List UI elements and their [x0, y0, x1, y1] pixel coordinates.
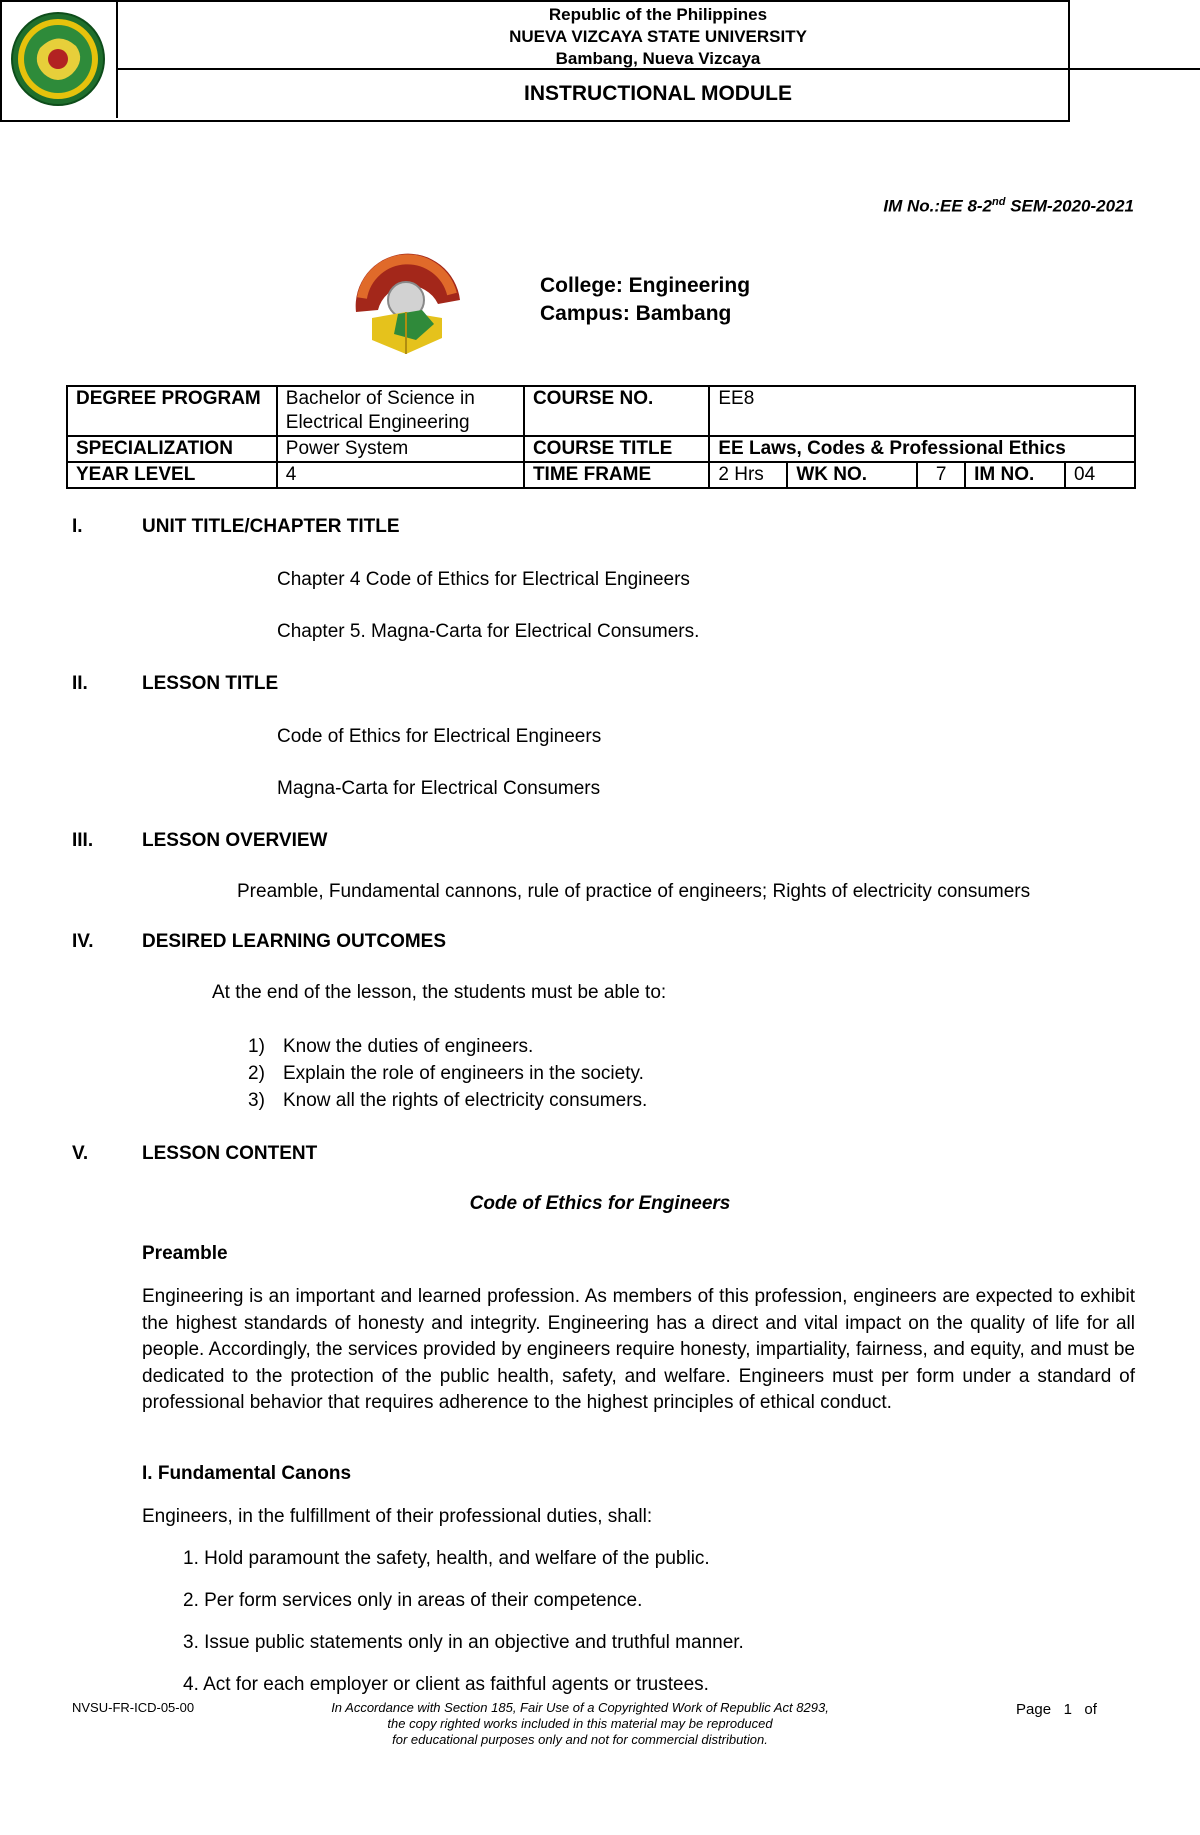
section-4-number: IV.	[72, 931, 94, 952]
course-title-value: EE Laws, Codes & Professional Ethics	[709, 436, 1135, 462]
university-logo-cell	[0, 0, 118, 118]
im-no-label: IM NO.	[965, 462, 1065, 488]
year-level-value: 4	[277, 462, 524, 488]
course-title-label: COURSE TITLE	[524, 436, 709, 462]
college-engineering-logo-icon	[342, 248, 474, 360]
outcome-text: Know the duties of engineers.	[283, 1036, 534, 1057]
university-header	[0, 0, 1070, 122]
wk-no-value: 7	[917, 462, 965, 488]
canon-item: 2. Per form services only in areas of their competence.	[183, 1590, 643, 1611]
time-frame-value: 2 Hrs	[709, 462, 787, 488]
course-info-table	[66, 385, 1136, 489]
notice-line-2: the copy righted works included in this material may be reproduced	[387, 1716, 773, 1731]
degree-label: DEGREE PROGRAM	[67, 386, 277, 436]
page-label: Page	[1016, 1701, 1052, 1718]
canons-intro: Engineers, in the fulfillment of their professional duties, shall:	[142, 1506, 653, 1527]
university-name-block	[116, 4, 1200, 70]
section-1-number: I.	[72, 516, 83, 537]
degree-value: Bachelor of Science in Electrical Engineering	[277, 386, 524, 436]
chapter-4-line: Chapter 4 Code of Ethics for Electrical Engineers	[277, 569, 690, 590]
table-row	[67, 386, 1135, 436]
wk-no-label: WK NO.	[787, 462, 917, 488]
copyright-notice	[300, 1700, 860, 1748]
section-2-title: LESSON TITLE	[142, 673, 279, 694]
course-no-value: EE8	[709, 386, 1135, 436]
university-seal-icon	[0, 0, 116, 118]
canon-item: 4. Act for each employer or client as faithful agents or trustees.	[183, 1674, 709, 1695]
specialization-label: SPECIALIZATION	[67, 436, 277, 462]
im-number: IM No.:EE 8-2nd SEM-2020-2021	[883, 196, 1134, 216]
table-row	[67, 462, 1135, 488]
time-frame-label: TIME FRAME	[524, 462, 709, 488]
college-name: College: Engineering	[540, 274, 751, 297]
college-campus-block	[540, 272, 750, 328]
page-number: 1	[1063, 1701, 1072, 1718]
university-location: Bambang, Nueva Vizcaya	[555, 49, 761, 68]
outcomes-intro: At the end of the lesson, the students must be able to:	[212, 982, 667, 1003]
preamble-title: Preamble	[142, 1243, 228, 1264]
header-divider	[116, 68, 1200, 70]
outcome-text: Know all the rights of electricity consumers.	[283, 1090, 648, 1111]
section-1-title: UNIT TITLE/CHAPTER TITLE	[142, 516, 400, 537]
page-indicator	[1016, 1701, 1097, 1718]
section-4-title: DESIRED LEARNING OUTCOMES	[142, 931, 447, 952]
year-level-label: YEAR LEVEL	[67, 462, 277, 488]
course-no-label: COURSE NO.	[524, 386, 709, 436]
outcome-number: 3)	[248, 1090, 265, 1111]
chapter-5-line: Chapter 5. Magna-Carta for Electrical Consumers.	[277, 621, 700, 642]
canon-item: 1. Hold paramount the safety, health, and welfare of the public.	[183, 1548, 710, 1569]
section-5-number: V.	[72, 1143, 89, 1164]
content-heading: Code of Ethics for Engineers	[469, 1193, 731, 1214]
section-3-number: III.	[72, 830, 94, 851]
section-5-title: LESSON CONTENT	[142, 1143, 318, 1164]
page-of-label: of	[1084, 1701, 1097, 1718]
lesson-overview-text: Preamble, Fundamental cannons, rule of practice of engineers; Rights of electricity consumers	[237, 881, 1031, 902]
canon-item: 3. Issue public statements only in an objective and truthful manner.	[183, 1632, 744, 1653]
campus-name: Campus: Bambang	[540, 302, 732, 325]
notice-line-3: for educational purposes only and not for commercial distribution.	[392, 1732, 768, 1747]
republic-line: Republic of the Philippines	[548, 5, 768, 24]
section-2-number: II.	[72, 673, 88, 694]
lesson-title-2: Magna-Carta for Electrical Consumers	[277, 778, 601, 799]
specialization-value: Power System	[277, 436, 524, 462]
im-no-value: 04	[1065, 462, 1135, 488]
table-row	[67, 436, 1135, 462]
preamble-paragraph: Engineering is an important and learned profession. As members of this profession, engineers are expected to exhibit the highest standards of honesty and integrity. Engineering has a direct and vital impact on the quality of life for all people. Accordingly, the services provided by engineers require honesty, impartiality, fairness, and equity, and must be dedicated to the protection of the public health, safety, and welfare. Engineers must per form under a standard of professional behavior that requires adherence to the highest principles of ethical conduct.	[142, 1286, 1135, 1413]
notice-line-1: In Accordance with Section 185, Fair Use of a Copyrighted Work of Republic Act 8293,	[331, 1700, 829, 1715]
outcome-number: 2)	[248, 1063, 265, 1084]
university-name: NUEVA VIZCAYA STATE UNIVERSITY	[509, 27, 807, 46]
form-code: NVSU-FR-ICD-05-00	[72, 1700, 195, 1715]
module-title: INSTRUCTIONAL MODULE	[524, 82, 792, 105]
outcome-text: Explain the role of engineers in the society.	[283, 1063, 644, 1084]
lesson-title-1: Code of Ethics for Electrical Engineers	[277, 726, 602, 747]
section-3-title: LESSON OVERVIEW	[142, 830, 328, 851]
canons-title: I. Fundamental Canons	[142, 1463, 352, 1484]
outcome-number: 1)	[248, 1036, 265, 1057]
